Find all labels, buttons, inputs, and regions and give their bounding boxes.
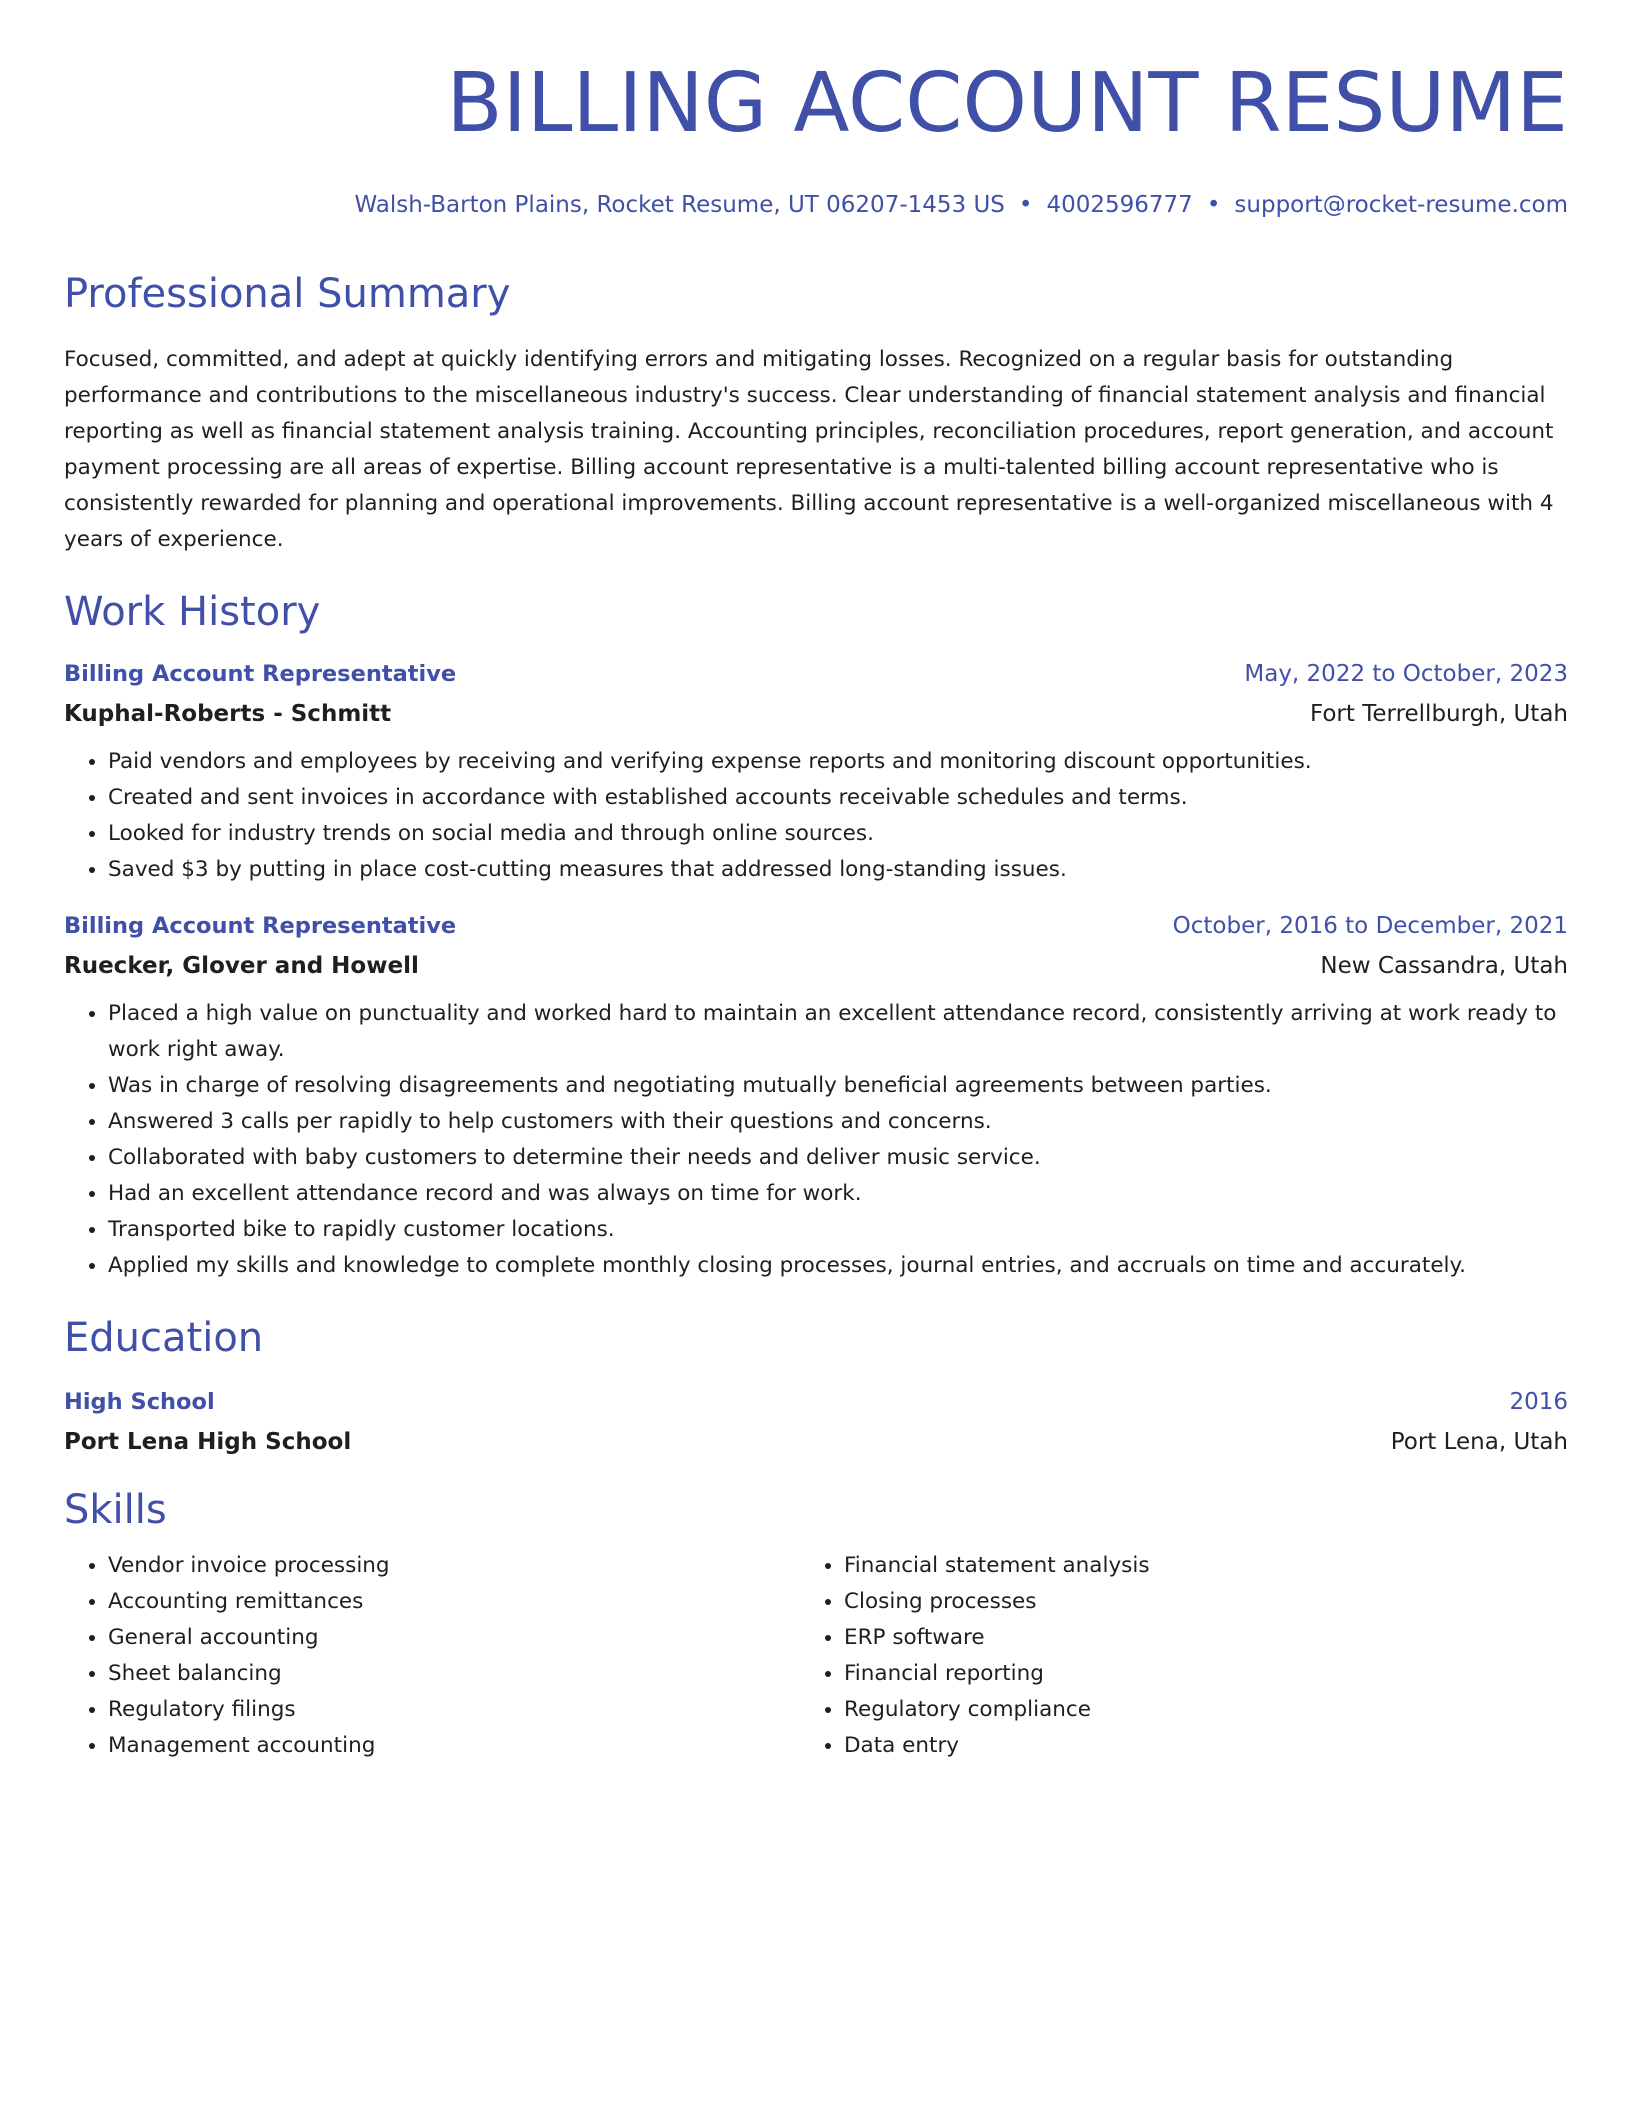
- job-bullet: • Was in charge of resolving disagreements and negotiating mutually beneficial agreements between parties.: [108, 1068, 1568, 1104]
- job-location: Fort Terrellburgh, Utah: [1309, 701, 1568, 727]
- skill-item: • Financial statement analysis: [844, 1548, 1536, 1584]
- education-entry: [64, 1386, 1568, 1458]
- job-company: Ruecker, Glover and Howell: [64, 953, 419, 979]
- job-dates: October, 2016 to December, 2021: [1172, 913, 1568, 939]
- contact-phone: 4002596777: [1046, 192, 1193, 218]
- job-role: Billing Account Representative: [64, 913, 457, 939]
- skill-item: • Vendor invoice processing: [108, 1548, 800, 1584]
- job-bullet: • Had an excellent attendance record and was always on time for work.: [108, 1176, 1568, 1212]
- section-title-education: Education: [64, 1315, 264, 1361]
- job-dates: May, 2022 to October, 2023: [1244, 661, 1568, 687]
- job-bullet: • Applied my skills and knowledge to complete monthly closing processes, journal entries, and accruals on time and accurately.: [108, 1248, 1568, 1284]
- contact-separator: •: [1018, 192, 1033, 218]
- skill-item: • Accounting remittances: [108, 1584, 800, 1620]
- job-bullets: [64, 744, 1568, 888]
- contact-separator: •: [1206, 192, 1221, 218]
- skill-item: • ERP software: [844, 1620, 1536, 1656]
- contact-email: support@rocket-resume.com: [1234, 192, 1568, 218]
- job-bullet: • Answered 3 calls per rapidly to help customers with their questions and concerns.: [108, 1104, 1568, 1140]
- summary-text: Focused, committed, and adept at quickly identifying errors and mitigating losses. Recognized on a regular basis for outstanding performance and contributions to the miscellaneous industry's success. Clear understanding of financial statement analysis and financial reporting as well as financial statement analysis training. Accounting principles, reconciliation procedures, report generation, and account payment processing are all areas of expertise. Billing account representative is a multi-talented billing account representative who is consistently rewarded for planning and operational improvements. Billing account representative is a well-organized miscellaneous with 4 years of experience.: [64, 347, 1554, 552]
- skills-section: [64, 1484, 1568, 1764]
- skill-item: • Management accounting: [108, 1728, 800, 1764]
- skill-item: • Financial reporting: [844, 1656, 1536, 1692]
- job-bullet: • Collaborated with baby customers to determine their needs and deliver music service.: [108, 1140, 1568, 1176]
- education-degree: High School: [64, 1389, 215, 1415]
- education-year: 2016: [1509, 1389, 1568, 1415]
- job-bullet: • Transported bike to rapidly customer locations.: [108, 1212, 1568, 1248]
- section-title-summary: Professional Summary: [64, 271, 511, 317]
- education-location: Port Lena, Utah: [1390, 1429, 1568, 1455]
- job-role: Billing Account Representative: [64, 661, 457, 687]
- job-bullet: • Paid vendors and employees by receiving and verifying expense reports and monitoring discount opportunities.: [108, 744, 1568, 780]
- job-location: New Cassandra, Utah: [1320, 953, 1568, 979]
- skills-list-left: [64, 1548, 800, 1764]
- job-bullets: [64, 996, 1568, 1284]
- education-school: Port Lena High School: [64, 1429, 352, 1455]
- job-entry: [64, 910, 1568, 1284]
- skill-item: • Sheet balancing: [108, 1656, 800, 1692]
- skills-columns: [64, 1548, 1568, 1764]
- contact-line: [64, 190, 1568, 220]
- job-bullet: • Saved $3 by putting in place cost-cutting measures that addressed long-standing issues.: [108, 852, 1568, 888]
- skill-item: • Data entry: [844, 1728, 1536, 1764]
- section-title-skills: Skills: [64, 1487, 167, 1533]
- job-bullet: • Placed a high value on punctuality and worked hard to maintain an excellent attendance record, consistently arriving at work ready to work right away.: [108, 996, 1568, 1068]
- skill-item: • Closing processes: [844, 1584, 1536, 1620]
- work-history-section: [64, 586, 1568, 1284]
- skill-item: • General accounting: [108, 1620, 800, 1656]
- resume-header: [64, 0, 1568, 220]
- professional-summary-section: [64, 268, 1568, 558]
- skill-item: • Regulatory compliance: [844, 1692, 1536, 1728]
- skill-item: • Regulatory filings: [108, 1692, 800, 1728]
- job-bullet: • Created and sent invoices in accordance with established accounts receivable schedules and terms.: [108, 780, 1568, 816]
- job-company: Kuphal-Roberts - Schmitt: [64, 701, 392, 727]
- section-title-work-history: Work History: [64, 589, 321, 635]
- skills-list-right: [800, 1548, 1536, 1764]
- job-entry: [64, 658, 1568, 888]
- contact-address: Walsh-Barton Plains, Rocket Resume, UT 06207-1453 US: [354, 192, 1005, 218]
- resume-title: BILLING ACCOUNT RESUME: [446, 56, 1568, 151]
- education-section: [64, 1312, 1568, 1458]
- job-bullet: • Looked for industry trends on social media and through online sources.: [108, 816, 1568, 852]
